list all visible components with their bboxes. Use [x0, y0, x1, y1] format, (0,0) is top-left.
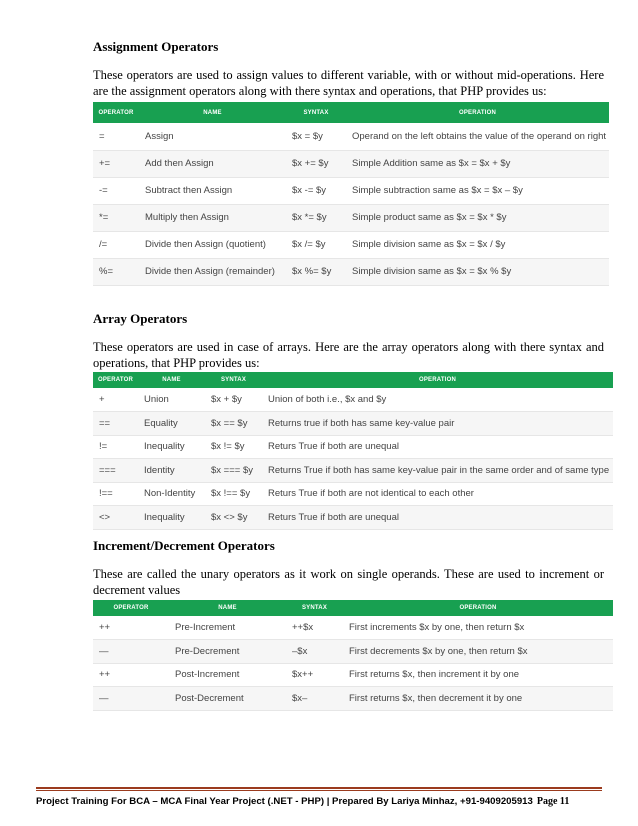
name-cell: Non-Identity	[138, 482, 205, 506]
table-row	[93, 258, 609, 285]
operator-cell: ++	[93, 663, 169, 687]
name-cell: Pre-Decrement	[169, 640, 286, 664]
operator-cell: +=	[93, 150, 139, 177]
table-row	[93, 640, 613, 664]
syntax-cell: $x %= $y	[286, 258, 346, 285]
name-cell: Multiply then Assign	[139, 204, 286, 231]
assignment-operators-table	[93, 102, 609, 286]
name-cell: Union	[138, 388, 205, 412]
syntax-cell: $x–	[286, 687, 343, 711]
operation-cell: Simple Addition same as $x = $x + $y	[346, 150, 609, 177]
table-row	[93, 616, 613, 640]
name-cell: Identity	[138, 459, 205, 483]
col-header-name: NAME	[138, 372, 205, 388]
syntax-cell: $x = $y	[286, 123, 346, 150]
incdec-operators-heading: Increment/Decrement Operators	[93, 538, 275, 553]
operator-cell: /=	[93, 231, 139, 258]
operation-cell: Simple subtraction same as $x = $x – $y	[346, 177, 609, 204]
syntax-cell: $x *= $y	[286, 204, 346, 231]
name-cell: Subtract then Assign	[139, 177, 286, 204]
operation-cell: Returns true if both has same key-value pair	[262, 412, 613, 436]
table-row	[93, 231, 609, 258]
name-cell: Assign	[139, 123, 286, 150]
syntax-cell: $x + $y	[205, 388, 262, 412]
name-cell: Divide then Assign (quotient)	[139, 231, 286, 258]
operation-cell: Returs True if both are unequal	[262, 506, 613, 530]
col-header-syntax: SYNTAX	[286, 600, 343, 616]
table-row	[93, 459, 613, 483]
syntax-cell: $x == $y	[205, 412, 262, 436]
table-row	[93, 177, 609, 204]
operator-cell: =	[93, 123, 139, 150]
syntax-cell: $x += $y	[286, 150, 346, 177]
syntax-cell: $x /= $y	[286, 231, 346, 258]
operation-cell: Returs True if both are not identical to each other	[262, 482, 613, 506]
operator-cell: ===	[93, 459, 138, 483]
col-header-name: NAME	[139, 102, 286, 123]
syntax-cell: $x != $y	[205, 435, 262, 459]
name-cell: Inequality	[138, 506, 205, 530]
operator-cell: *=	[93, 204, 139, 231]
name-cell: Equality	[138, 412, 205, 436]
footer-text: Project Training For BCA – MCA Final Year Project (.NET - PHP) | Prepared By Lariya Minhaz, +91-9409205913	[36, 796, 533, 807]
syntax-cell: ++$x	[286, 616, 343, 640]
col-header-operation: OPERATION	[346, 102, 609, 123]
operator-cell: <>	[93, 506, 138, 530]
col-header-operation: OPERATION	[262, 372, 613, 388]
col-header-operator: OPERATOR	[93, 372, 138, 388]
operator-cell: %=	[93, 258, 139, 285]
footer-rule	[36, 787, 602, 789]
assignment-operators-intro: These operators are used to assign values to different variable, with or without mid-operations. Here are the assignment operators along with there syntax and operations, that PHP provides us:	[93, 68, 604, 98]
operation-cell: First decrements $x by one, then return $x	[343, 640, 613, 664]
operation-cell: Simple product same as $x = $x * $y	[346, 204, 609, 231]
operation-cell: First returns $x, then decrement it by one	[343, 687, 613, 711]
table-row	[93, 123, 609, 150]
table-row	[93, 506, 613, 530]
name-cell: Post-Increment	[169, 663, 286, 687]
operator-cell: -=	[93, 177, 139, 204]
syntax-cell: –$x	[286, 640, 343, 664]
operation-cell: Returs True if both are unequal	[262, 435, 613, 459]
incdec-operators-table	[93, 600, 613, 711]
syntax-cell: $x !== $y	[205, 482, 262, 506]
col-header-syntax: SYNTAX	[205, 372, 262, 388]
syntax-cell: $x -= $y	[286, 177, 346, 204]
col-header-name: NAME	[169, 600, 286, 616]
incdec-operators-intro: These are called the unary operators as it work on single operands. These are used to increment or decrement values	[93, 567, 604, 597]
name-cell: Post-Decrement	[169, 687, 286, 711]
operator-cell: +	[93, 388, 138, 412]
name-cell: Inequality	[138, 435, 205, 459]
operation-cell: Operand on the left obtains the value of the operand on right	[346, 123, 609, 150]
table-row	[93, 412, 613, 436]
operation-cell: Returns True if both has same key-value pair in the same order and of same type	[262, 459, 613, 483]
operator-cell: —	[93, 687, 169, 711]
footer-rule-thin	[36, 790, 602, 791]
array-operators-table	[93, 372, 613, 530]
assignment-operators-heading: Assignment Operators	[93, 39, 219, 54]
table-row	[93, 150, 609, 177]
operation-cell: First increments $x by one, then return $x	[343, 616, 613, 640]
col-header-operation: OPERATION	[343, 600, 613, 616]
col-header-syntax: SYNTAX	[286, 102, 346, 123]
syntax-cell: $x <> $y	[205, 506, 262, 530]
syntax-cell: $x === $y	[205, 459, 262, 483]
name-cell: Add then Assign	[139, 150, 286, 177]
page-footer	[36, 796, 606, 807]
table-row	[93, 435, 613, 459]
array-operators-heading: Array Operators	[93, 311, 188, 326]
operation-cell: Union of both i.e., $x and $y	[262, 388, 613, 412]
syntax-cell: $x++	[286, 663, 343, 687]
operation-cell: Simple division same as $x = $x % $y	[346, 258, 609, 285]
operator-cell: ==	[93, 412, 138, 436]
table-row	[93, 663, 613, 687]
operation-cell: First returns $x, then increment it by one	[343, 663, 613, 687]
name-cell: Pre-Increment	[169, 616, 286, 640]
array-operators-intro: These operators are used in case of arrays. Here are the array operators along with there syntax and operations, that PHP provides us:	[93, 340, 604, 370]
table-row	[93, 482, 613, 506]
name-cell: Divide then Assign (remainder)	[139, 258, 286, 285]
operator-cell: ++	[93, 616, 169, 640]
table-row	[93, 687, 613, 711]
table-row	[93, 388, 613, 412]
page-number: Page 11	[536, 796, 570, 807]
table-row	[93, 204, 609, 231]
operator-cell: !=	[93, 435, 138, 459]
operator-cell: —	[93, 640, 169, 664]
col-header-operator: OPERATOR	[93, 600, 169, 616]
operation-cell: Simple division same as $x = $x / $y	[346, 231, 609, 258]
operator-cell: !==	[93, 482, 138, 506]
col-header-operator: OPERATOR	[93, 102, 139, 123]
